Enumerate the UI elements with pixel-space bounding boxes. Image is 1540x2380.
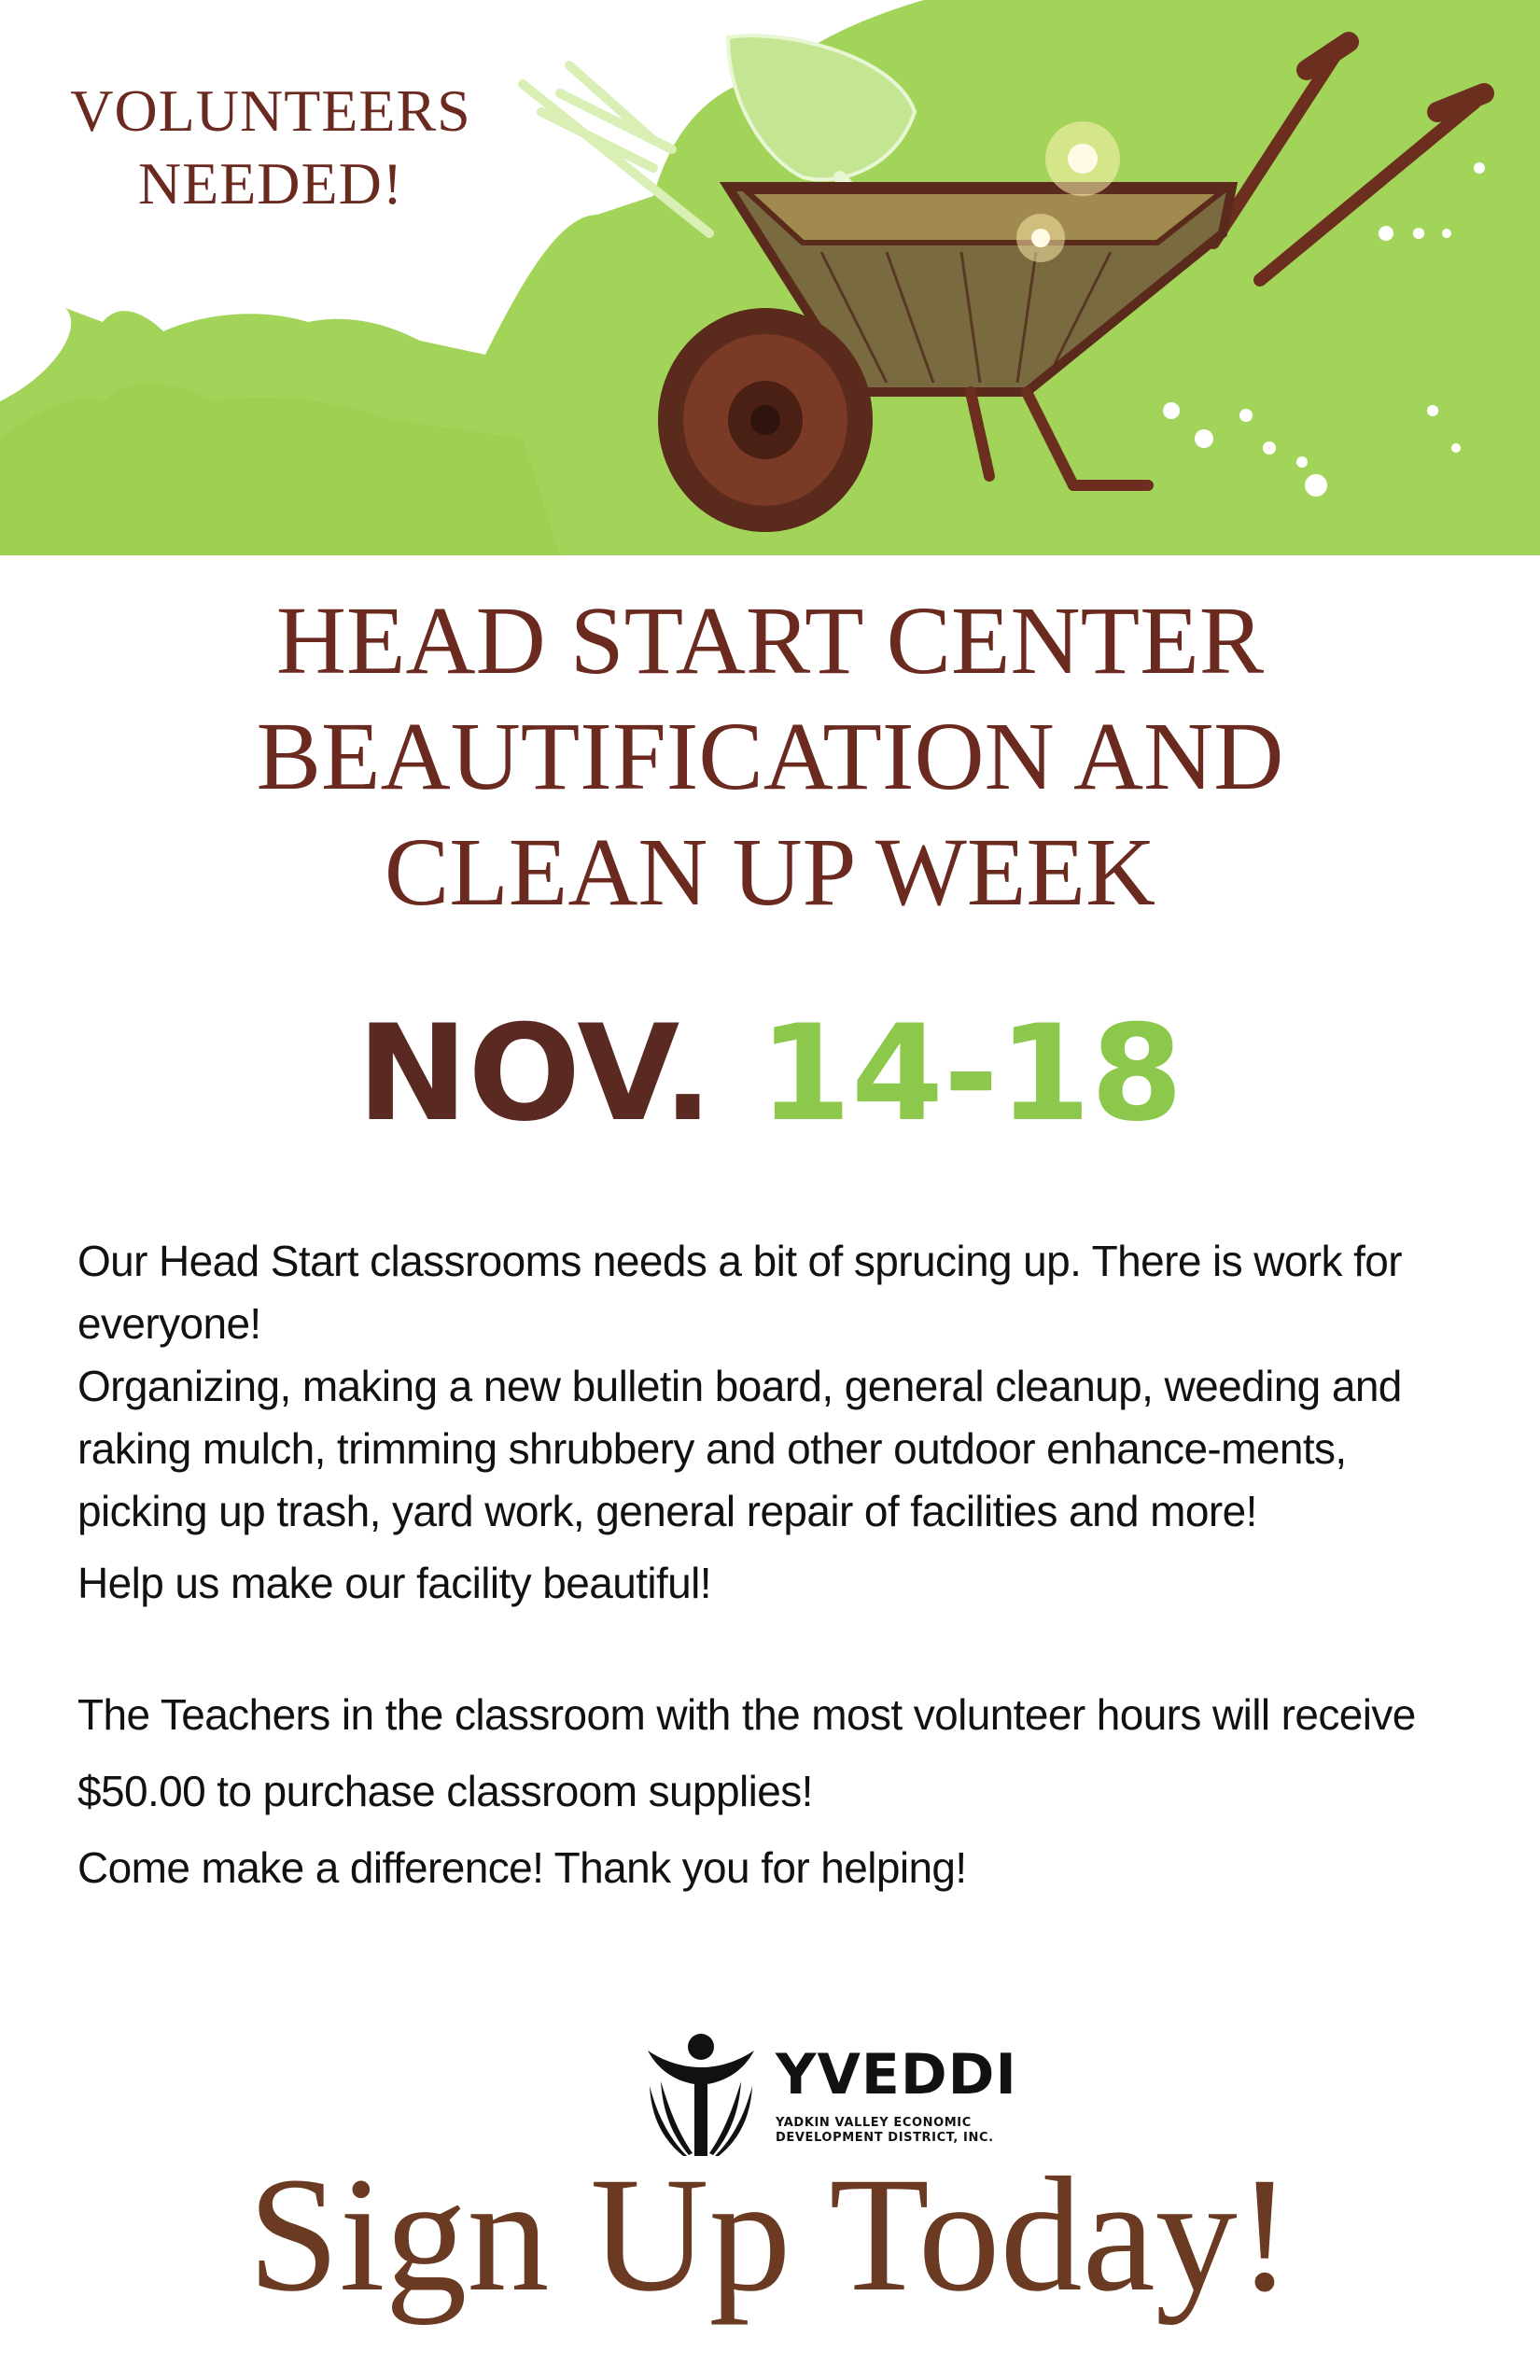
event-month: NOV. [357, 997, 713, 1151]
event-description [77, 1230, 1468, 1899]
logo-subtitle-line: DEVELOPMENT DISTRICT, INC. [776, 2131, 994, 2145]
event-dates [0, 997, 1540, 1151]
event-title-line: CLEAN UP WEEK [384, 818, 1156, 926]
description-paragraph: Our Head Start classrooms needs a bit of sprucing up. There is work for everyone! [77, 1237, 1402, 1348]
volunteers-needed-heading [19, 75, 523, 220]
event-title [0, 583, 1540, 930]
needed-line: NEEDED! [137, 150, 404, 217]
description-paragraph: The Teachers in the classroom with the most volunteer hours will receive $50.00 to purchase classroom supplies! [77, 1690, 1416, 1815]
yveddi-logo-subtitle [776, 2116, 1037, 2146]
header-banner [0, 0, 1540, 555]
yveddi-logo-icon [640, 2030, 762, 2161]
volunteers-line: VOLUNTEERS [70, 77, 471, 144]
yveddi-logo-name: YVEDDI [776, 2042, 1017, 2107]
logo-subtitle-line: YADKIN VALLEY ECONOMIC [776, 2116, 972, 2130]
sign-up-call-to-action: Sign Up Today! [247, 2144, 1293, 2326]
yveddi-logo [640, 2030, 1032, 2161]
event-title-line: HEAD START CENTER [275, 587, 1265, 694]
description-paragraph: Come make a difference! Thank you for helping! [77, 1843, 967, 1892]
event-days: 14-18 [759, 997, 1183, 1151]
description-paragraph: Organizing, making a new bulletin board, general cleanup, weeding and raking mulch, trimming shrubbery and other outdoor enhance-ments, picking up trash, yard work, general repair of facilities and more! [77, 1362, 1402, 1535]
description-paragraph: Help us make our facility beautiful! [77, 1559, 711, 1607]
event-title-line: BEAUTIFICATION AND [256, 702, 1284, 810]
